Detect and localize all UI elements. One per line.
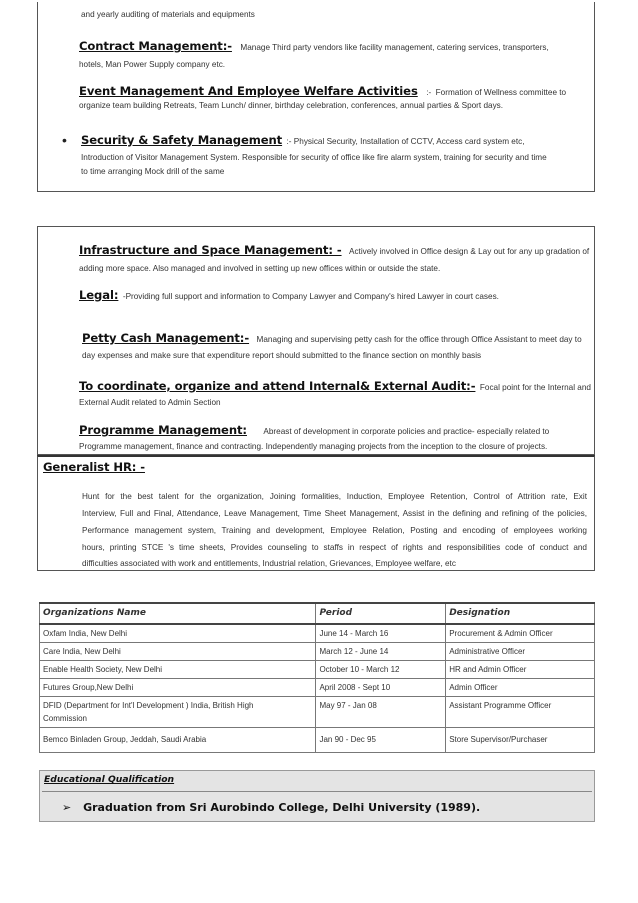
legal-text: -Providing full support and information to Company Lawyer and Company's hired Lawyer in court cases.	[122, 292, 499, 301]
legal	[79, 286, 594, 305]
cell-organization: Care India, New Delhi	[40, 643, 316, 661]
cell-period: May 97 - Jan 08	[316, 697, 446, 728]
programme-heading: Programme Management:	[79, 423, 247, 437]
petty-text-2: day expenses and make sure that expenditure report should submitted to the finance section on monthly basis	[82, 351, 482, 360]
cell-organization: Bemco Binladen Group, Jeddah, Saudi Arabia	[40, 728, 316, 753]
audit-heading: To coordinate, organize and attend Internal& External Audit:-	[79, 379, 476, 393]
arrow-bullet-icon: ➢	[62, 801, 72, 814]
petty-cash-management	[82, 329, 597, 348]
event-text: Formation of Wellness committee to	[435, 88, 567, 97]
infrastructure-management	[79, 241, 594, 260]
education-item	[62, 801, 480, 814]
programme-management	[79, 421, 594, 440]
cell-period: April 2008 - Sept 10	[316, 679, 446, 697]
petty-text: Managing and supervising petty cash for the office through Office Assistant to meet day to	[256, 335, 582, 344]
generalist-line: difficulties associated with work and entitlements, Industrial relation, Grievances, Employee welfare, etc	[82, 559, 456, 568]
table-row	[40, 624, 595, 643]
divider	[42, 791, 592, 792]
cell-organization: DFID (Department for Int'l Development ) India, British High Commission	[40, 697, 316, 728]
cell-designation: Assistant Programme Officer	[446, 697, 595, 728]
security-heading: Security & Safety Management	[81, 133, 283, 147]
event-sep: :-	[426, 88, 432, 97]
section-box-1	[37, 2, 595, 192]
table-row	[40, 728, 595, 753]
security-text: :- Physical Security, Installation of CCTV, Access card system etc,	[286, 137, 525, 146]
cell-designation: Store Supervisor/Purchaser	[446, 728, 595, 753]
cell-organization: Oxfam India, New Delhi	[40, 624, 316, 643]
audit-text: Focal point for the Internal and	[479, 383, 591, 392]
generalist-line: Performance management system, Training and development, Employee Relation, Posting and encoding of employees working	[82, 526, 587, 535]
cell-designation: Administrative Officer	[446, 643, 595, 661]
programme-text-2: Programme management, finance and contracting. Independently managing projects from the inception to the closure of projects.	[79, 442, 548, 451]
bullet-icon: •	[62, 132, 67, 148]
cell-organization: Futures Group,New Delhi	[40, 679, 316, 697]
table-row	[40, 679, 595, 697]
security-management	[81, 131, 581, 150]
contract-text-2: hotels, Man Power Supply company etc.	[79, 60, 226, 69]
table-row	[40, 643, 595, 661]
table-row	[40, 661, 595, 679]
contract-text: Manage Third party vendors like facility management, catering services, transporters,	[240, 43, 549, 52]
generalist-box	[37, 455, 595, 571]
text-line: and yearly auditing of materials and equipments	[81, 10, 255, 19]
header-period: Period	[316, 603, 446, 624]
cell-period: June 14 - March 16	[316, 624, 446, 643]
programme-text: Abreast of development in corporate policies and practice- especially related to	[263, 427, 550, 436]
education-section	[39, 770, 595, 822]
event-heading: Event Management And Employee Welfare Activities	[79, 84, 418, 98]
security-text-2: Introduction of Visitor Management System. Responsible for security of office like fire alarm system, training for security and time	[81, 153, 547, 162]
education-text: Graduation from Sri Aurobindo College, Delhi University (1989).	[83, 801, 481, 814]
cell-organization: Enable Health Society, New Delhi	[40, 661, 316, 679]
generalist-line: Interview, Full and Final, Attendance, Leave Management, Time Sheet Management, Assist in the defining and refining of the policies,	[82, 509, 587, 518]
section-box-2	[37, 226, 595, 455]
audit	[79, 377, 594, 396]
cell-designation: HR and Admin Officer	[446, 661, 595, 679]
header-organization: Organizations Name	[40, 603, 316, 624]
table-row	[40, 697, 595, 728]
generalist-line: Hunt for the best talent for the organization, Joining formalities, Induction, Employee Retention, Control of Attrition rate, Exit	[82, 492, 587, 501]
table-header-row	[40, 603, 595, 624]
contract-heading: Contract Management:-	[79, 39, 232, 53]
petty-heading: Petty Cash Management:-	[82, 331, 250, 345]
organizations-table	[39, 602, 595, 753]
generalist-heading: Generalist HR: -	[43, 460, 145, 474]
cell-designation: Procurement & Admin Officer	[446, 624, 595, 643]
infra-text-2: adding more space. Also managed and involved in setting up new offices within or outside the state.	[79, 264, 441, 273]
cell-period: October 10 - March 12	[316, 661, 446, 679]
audit-text-2: External Audit related to Admin Section	[79, 398, 221, 407]
header-designation: Designation	[446, 603, 595, 624]
contract-management	[79, 37, 574, 56]
infra-heading: Infrastructure and Space Management: -	[79, 243, 342, 257]
education-title: Educational Qualification	[44, 774, 175, 785]
cell-designation: Admin Officer	[446, 679, 595, 697]
event-text-2: organize team building Retreats, Team Lunch/ dinner, birthday celebration, conferences, annual parties & Sport days.	[79, 101, 504, 110]
cell-period: Jan 90 - Dec 95	[316, 728, 446, 753]
legal-heading: Legal:	[79, 288, 119, 302]
generalist-line: hours, printing STCE 's time sheets, Provides counseling to staffs in respect of rights and responsibilities code of conduct and	[82, 543, 587, 552]
security-text-3: to time arranging Mock drill of the same	[81, 167, 225, 176]
cell-period: March 12 - June 14	[316, 643, 446, 661]
infra-text: Actively involved in Office design & Lay out for any up gradation of	[349, 247, 590, 256]
